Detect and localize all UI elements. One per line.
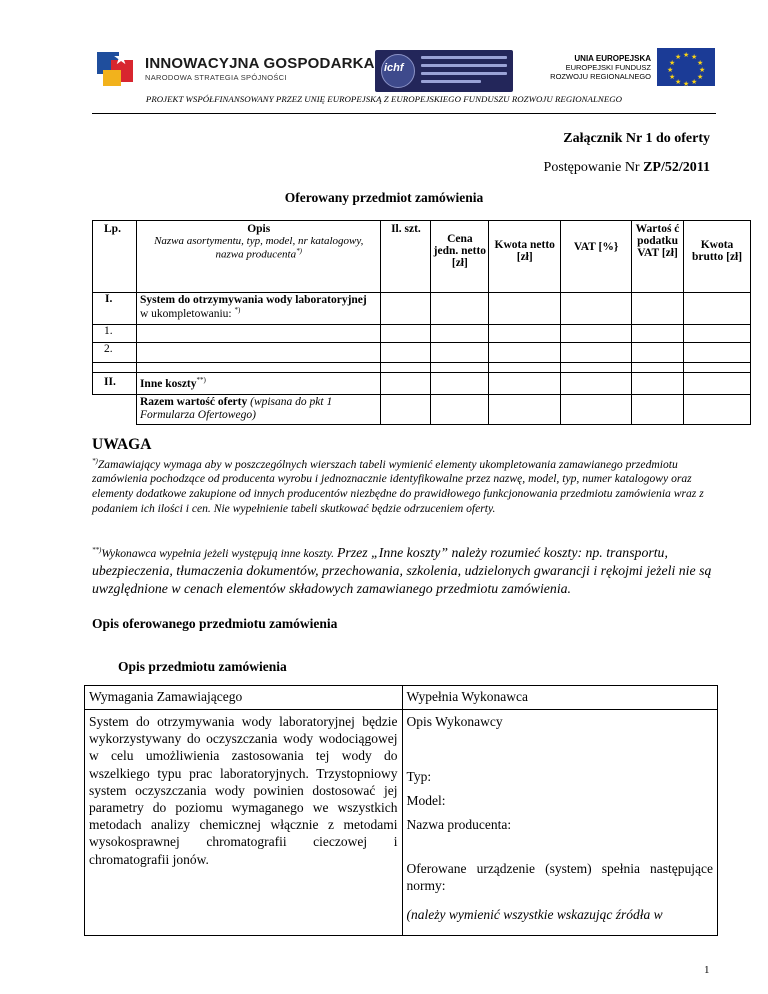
col-wartosc-vat: Wartoś ć podatku VAT [zł] [632, 221, 684, 293]
model-label: Model: [406, 793, 446, 808]
col-cena: Cena jedn. netto [zł] [431, 221, 489, 293]
procedure-number: Postępowanie Nr ZP/52/2011 [543, 160, 710, 175]
col-kwota-netto: Kwota netto [zł] [489, 221, 561, 293]
requirement-text: System do otrzymywania wody laboratoryjnej będzie wykorzystywany do oczyszczania wody wodociągowej w celu umożliwienia zastosowania tej wody do wszelkiego typu prac laboratoryjnych. Trzystopniowy system oczyszczania wody powinien dostosować jej parametry do poziomu wymaganego we wszystkich metodach analizy chemicznej włącznie z metodami wysokosprawnej chromatografii cieczowej i chromatografii jonów. [85, 710, 403, 936]
attachment-title: Załącznik Nr 1 do oferty [563, 131, 710, 146]
eu-line3: ROZWOJU REGIONALNEGO [550, 71, 651, 81]
table-row-II: II. Inne koszty**) [93, 373, 751, 395]
col-kwota-brutto: Kwota brutto [zł] [684, 221, 751, 293]
norms-label: Oferowane urządzenie (system) spełnia następujące normy: [406, 861, 713, 894]
subject-description-heading: Opis przedmiotu zamówienia [118, 659, 287, 674]
contractor-fill-cell[interactable] [402, 710, 717, 936]
list-sources-hint: (należy wymienić wszystkie wskazując źródła w [406, 907, 663, 922]
ig-subtitle: NARODOWA STRATEGIA SPÓJNOŚCI [145, 72, 287, 82]
requirements-table [84, 685, 718, 936]
offered-description-heading: Opis oferowanego przedmiotu zamówienia [92, 616, 338, 631]
table-row-empty [93, 363, 751, 373]
header-logos [95, 40, 715, 95]
eu-logo [550, 48, 715, 86]
project-cofinancing-line: PROJEKT WSPÓŁFINANSOWANY PRZEZ UNIĘ EUROPEJSKĄ Z EUROPEJSKIEGO FUNDUSZU ROZWOJU REGIONALNEGO [145, 94, 623, 104]
ichf-logo [375, 50, 513, 92]
col-opis: Opis Nazwa asortymentu, typ, model, nr katalogowy, nazwa producenta*) [136, 221, 381, 293]
table-row-2: 2. [93, 343, 751, 363]
header-divider [92, 113, 716, 114]
col-wykonawca-header: Wypełnia Wykonawca [402, 686, 717, 710]
typ-label: Typ: [406, 769, 432, 784]
note-2: **)Wykonawca wypełnia jeżeli występują inne koszty. Przez „Inne koszty” należy rozumieć koszty: np. transportu, ubezpieczenia, tłumaczenia dokumentów, przechowania, szkolenia, udzielonych gwarancji i rękojmi jeżeli nie są uwzględnione w cenach elementów składowych zamawianego przedmiotu zamówienia. [92, 544, 712, 596]
ichf-logo-label: ichf [384, 62, 404, 74]
offered-subject-title: Oferowany przedmiot zamówienia [284, 190, 484, 205]
uwaga-heading: UWAGA [92, 436, 152, 453]
table-row-1: 1. [93, 325, 751, 343]
eu-line2: EUROPEJSKI FUNDUSZ [565, 62, 651, 72]
note-1: *)Zamawiający wymaga aby w poszczególnych wierszach tabeli wymienić elementy ukompletowania zamawianego przedmiotu zamówienia pochodzące od producenta wyrobu i jednoznacznie identyfikowalne przez nazwę, model, typ, numer katalogowy oraz elementy dodatkowe zakupione od innych producentów niezbędne do prawidłowego funkcjonowania przedmiotu zamówienia wraz z podaniem ich ilości i cen. Nie wypełnienie tabeli skutkować będzie odrzuceniem oferty. [92, 457, 704, 515]
ig-emblem-icon: ★ [95, 46, 139, 90]
table-row-I: I. System do otrzymywania wody laboratoryjnej w ukompletowaniu: *) [93, 293, 751, 325]
offer-table [92, 220, 751, 425]
eu-line1: UNIA EUROPEJSKA [574, 53, 651, 63]
col-lp: Lp. [93, 221, 137, 293]
innowacyjna-gospodarka-logo [95, 46, 375, 90]
table-row-razem: Razem wartość oferty (wpisana do pkt 1 Formularza Ofertowego) [93, 395, 751, 425]
eu-flag-icon: ★ ★ ★ ★ ★ ★ ★ ★ ★ ★ ★ ★ [657, 48, 715, 86]
page-number: 1 [704, 964, 710, 976]
producer-label: Nazwa producenta: [406, 817, 512, 832]
col-il-szt: Il. szt. [381, 221, 431, 293]
opis-wykonawcy-label: Opis Wykonawcy [406, 714, 503, 729]
col-wymagania-header: Wymagania Zamawiającego [85, 686, 403, 710]
ig-title: INNOWACYJNA GOSPODARKA [145, 54, 375, 72]
col-vat: VAT [%} [561, 221, 632, 293]
